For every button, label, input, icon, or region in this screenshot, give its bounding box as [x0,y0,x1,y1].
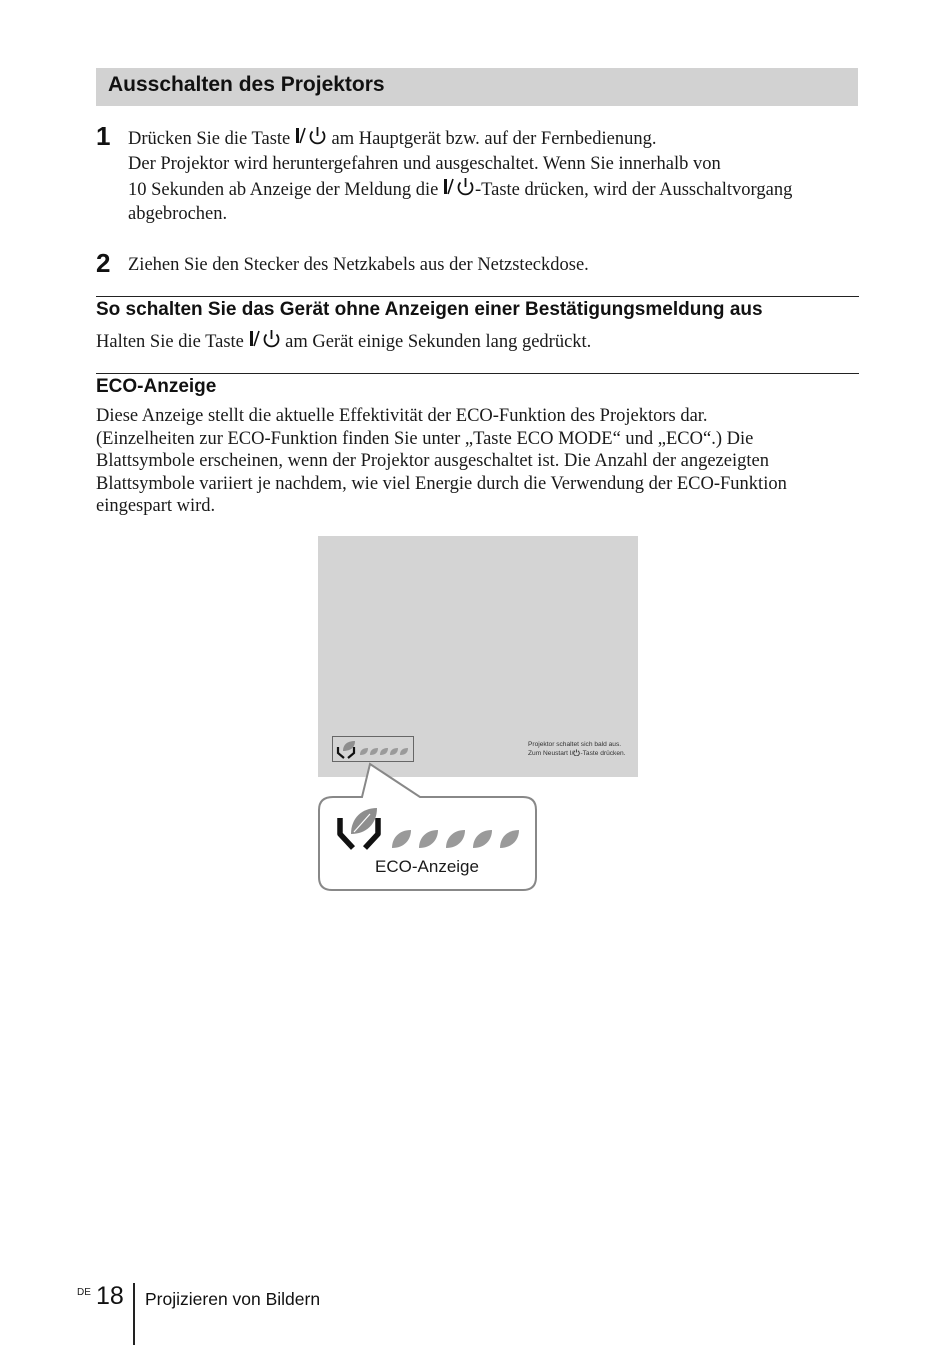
step-1-text-b: am Hauptgerät bzw. auf der Fernbedienung. [326,129,657,149]
eco-line: Blattsymbole variiert je nachdem, wie viel Energie durch die Verwendung der ECO-Funktion [96,473,787,494]
step-1-line-4: abgebrochen. [128,204,228,224]
step-2-text: Ziehen Sie den Stecker des Netzkabels aus der Netzsteckdose. [128,255,589,275]
screen-message-text-b: -Taste drücken. [580,750,626,757]
eco-line: Diese Anzeige stellt die aktuelle Effektivität der ECO-Funktion des Projektors dar. [96,406,708,426]
footer-section-title: Projizieren von Bildern [145,1289,321,1309]
eco-heading: ECO-Anzeige [96,376,217,397]
no-confirm-heading: So schalten Sie das Gerät ohne Anzeigen einer Bestätigungsmeldung aus [96,299,763,320]
step-1-text-c: 10 Sekunden ab Anzeige der Meldung die [128,180,443,200]
eco-callout-label: ECO-Anzeige [375,857,479,876]
step-number-1: 1 [96,121,111,151]
no-confirm-text-b: am Gerät einige Sekunden lang gedrückt. [280,332,592,352]
section-title: Ausschalten des Projektors [108,73,385,96]
screen-message-text-a: Zum Neustart I/ [528,750,574,757]
footer-divider [133,1283,135,1345]
step-number-2: 2 [96,248,111,278]
eco-line: eingespart wird. [96,496,216,516]
screen-message-line-1: Projektor schaltet sich bald aus. [528,741,622,748]
page-number: 18 [96,1282,124,1310]
step-1-text-d: -Taste drücken, wird der Ausschaltvorgang [474,180,793,200]
eco-line: Blattsymbole erscheinen, wenn der Projektor ausgeschaltet ist. Die Anzahl der angezeigten [96,451,769,471]
step-1-text-a: Drücken Sie die Taste [128,129,295,149]
eco-line: (Einzelheiten zur ECO-Funktion finden Sie unter „Taste ECO MODE“ und „ECO“.) Die [96,428,754,449]
footer-language: DE [77,1287,91,1298]
step-1-line-2: Der Projektor wird heruntergefahren und ausgeschaltet. Wenn Sie innerhalb von [128,154,721,174]
no-confirm-text-a: Halten Sie die Taste [96,332,249,352]
